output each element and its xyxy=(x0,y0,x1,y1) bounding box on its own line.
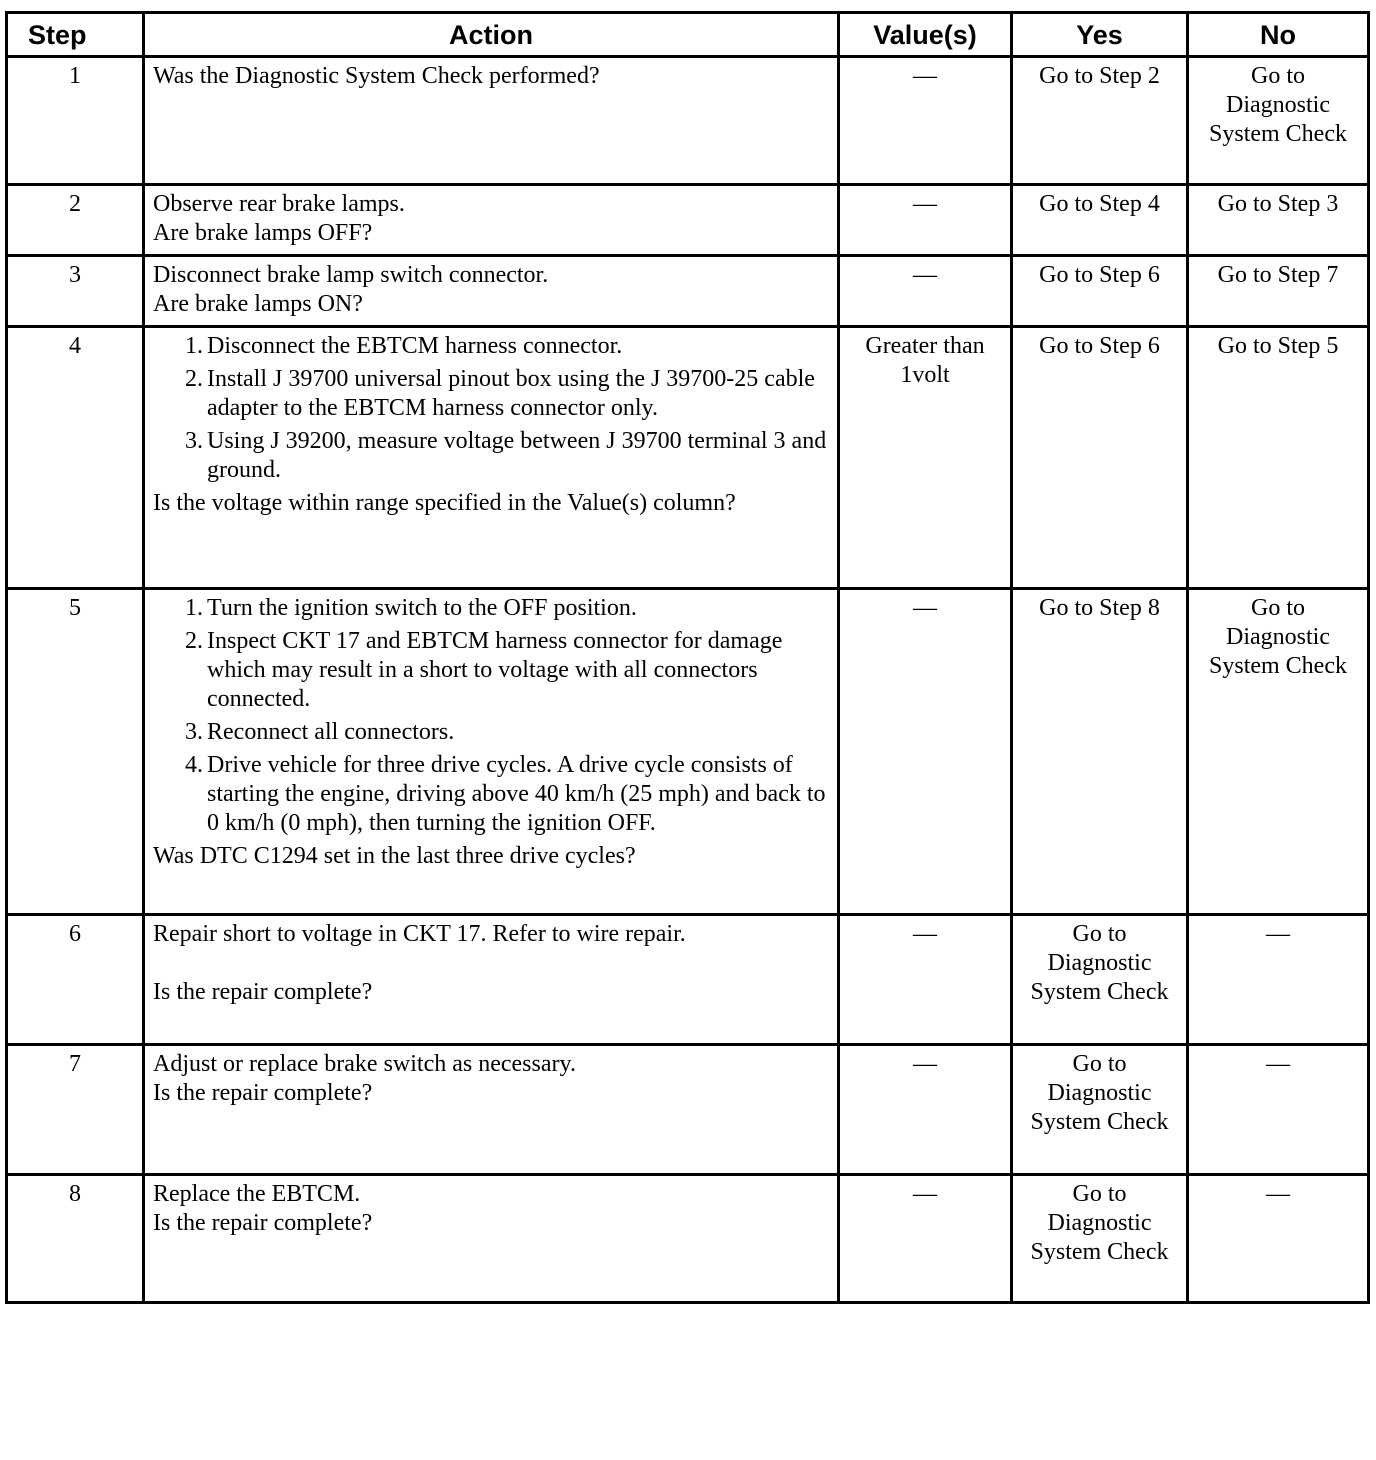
header-row xyxy=(7,13,1369,57)
header-values: Value(s) xyxy=(839,13,1012,57)
action-cell xyxy=(144,185,839,256)
no-cell: Go to Step 7 xyxy=(1188,256,1369,327)
table-row xyxy=(7,327,1369,589)
yes-cell: Go to Diagnostic System Check xyxy=(1012,915,1188,1045)
value-cell: — xyxy=(839,915,1012,1045)
action-cell xyxy=(144,57,839,185)
table-row xyxy=(7,256,1369,327)
list-item xyxy=(153,751,829,838)
step-number: 1 xyxy=(7,57,144,185)
action-cell xyxy=(144,327,839,589)
yes-cell: Go to Step 8 xyxy=(1012,589,1188,915)
action-line: Disconnect brake lamp switch connector. xyxy=(153,262,549,288)
action-cell xyxy=(144,1175,839,1303)
action-question: Is the repair complete? xyxy=(153,979,373,1005)
value-cell: — xyxy=(839,589,1012,915)
value-cell: — xyxy=(839,256,1012,327)
step-number: 4 xyxy=(7,327,144,589)
action-question: Is the repair complete? xyxy=(153,1080,373,1106)
table-row xyxy=(7,57,1369,185)
yes-cell: Go to Step 6 xyxy=(1012,256,1188,327)
step-number: 5 xyxy=(7,589,144,915)
value-cell: Greater than 1volt xyxy=(839,327,1012,589)
value-cell: — xyxy=(839,185,1012,256)
action-cell xyxy=(144,915,839,1045)
value-cell: — xyxy=(839,1175,1012,1303)
substep-text: Disconnect the EBTCM harness connector. xyxy=(207,333,623,359)
step-number: 2 xyxy=(7,185,144,256)
list-item xyxy=(153,332,829,361)
yes-cell: Go to Diagnostic System Check xyxy=(1012,1175,1188,1303)
no-cell: — xyxy=(1188,915,1369,1045)
action-line: Was the Diagnostic System Check performed? xyxy=(153,63,600,89)
substep-text: Inspect CKT 17 and EBTCM harness connector for damage which may result in a short to voltage with all connectors connected. xyxy=(207,628,783,712)
substep-number: 2. xyxy=(185,628,203,654)
substep-text: Install J 39700 universal pinout box using the J 39700-25 cable adapter to the EBTCM harness connector only. xyxy=(207,366,815,421)
step-number: 6 xyxy=(7,915,144,1045)
value-cell: — xyxy=(839,1045,1012,1175)
no-cell: — xyxy=(1188,1175,1369,1303)
action-question: Are brake lamps ON? xyxy=(153,291,363,317)
step-number: 8 xyxy=(7,1175,144,1303)
value-cell: — xyxy=(839,57,1012,185)
substep-text: Using J 39200, measure voltage between J 39700 terminal 3 and ground. xyxy=(207,428,827,483)
no-cell: Go to Diagnostic System Check xyxy=(1188,589,1369,915)
action-cell xyxy=(144,1045,839,1175)
action-question: Is the voltage within range specified in the Value(s) column? xyxy=(153,490,736,516)
yes-cell: Go to Step 4 xyxy=(1012,185,1188,256)
action-question: Was DTC C1294 set in the last three drive cycles? xyxy=(153,843,636,869)
substep-number: 4. xyxy=(185,752,203,778)
step-number: 7 xyxy=(7,1045,144,1175)
yes-cell: Go to Step 6 xyxy=(1012,327,1188,589)
action-question: Is the repair complete? xyxy=(153,1210,373,1236)
action-line: Adjust or replace brake switch as necessary. xyxy=(153,1051,576,1077)
table-row xyxy=(7,589,1369,915)
header-action: Action xyxy=(144,13,839,57)
header-no: No xyxy=(1188,13,1369,57)
yes-cell: Go to Step 2 xyxy=(1012,57,1188,185)
table-row xyxy=(7,915,1369,1045)
list-item xyxy=(153,594,829,623)
substep-number: 3. xyxy=(185,719,203,745)
substep-number: 1. xyxy=(185,595,203,621)
action-line: Repair short to voltage in CKT 17. Refer to wire repair. xyxy=(153,921,686,947)
substep-number: 3. xyxy=(185,428,203,454)
no-cell: Go to Step 5 xyxy=(1188,327,1369,589)
header-step: Step xyxy=(7,13,144,57)
no-cell: Go to Step 3 xyxy=(1188,185,1369,256)
table-body xyxy=(7,57,1369,1303)
substep-number: 2. xyxy=(185,366,203,392)
list-item xyxy=(153,718,829,747)
action-cell xyxy=(144,589,839,915)
no-cell: Go to Diagnostic System Check xyxy=(1188,57,1369,185)
no-cell: — xyxy=(1188,1045,1369,1175)
table-row xyxy=(7,185,1369,256)
substep-text: Turn the ignition switch to the OFF position. xyxy=(207,595,637,621)
list-item xyxy=(153,427,829,485)
table-header xyxy=(7,13,1369,57)
substep-list xyxy=(153,594,829,838)
action-cell xyxy=(144,256,839,327)
table-row xyxy=(7,1175,1369,1303)
substep-number: 1. xyxy=(185,333,203,359)
substep-text: Drive vehicle for three drive cycles. A drive cycle consists of starting the engine, driving above 40 km/h (25 mph) and back to 0 km/h (0 mph), then turning the ignition OFF. xyxy=(207,752,826,836)
substep-list xyxy=(153,332,829,485)
list-item xyxy=(153,627,829,714)
step-number: 3 xyxy=(7,256,144,327)
list-item xyxy=(153,365,829,423)
action-line: Replace the EBTCM. xyxy=(153,1181,361,1207)
yes-cell: Go to Diagnostic System Check xyxy=(1012,1045,1188,1175)
diagnostic-table-container xyxy=(5,11,1367,1304)
substep-text: Reconnect all connectors. xyxy=(207,719,455,745)
action-question: Are brake lamps OFF? xyxy=(153,220,373,246)
table-row xyxy=(7,1045,1369,1175)
action-line: Observe rear brake lamps. xyxy=(153,191,405,217)
diagnostic-table xyxy=(5,11,1370,1304)
header-yes: Yes xyxy=(1012,13,1188,57)
